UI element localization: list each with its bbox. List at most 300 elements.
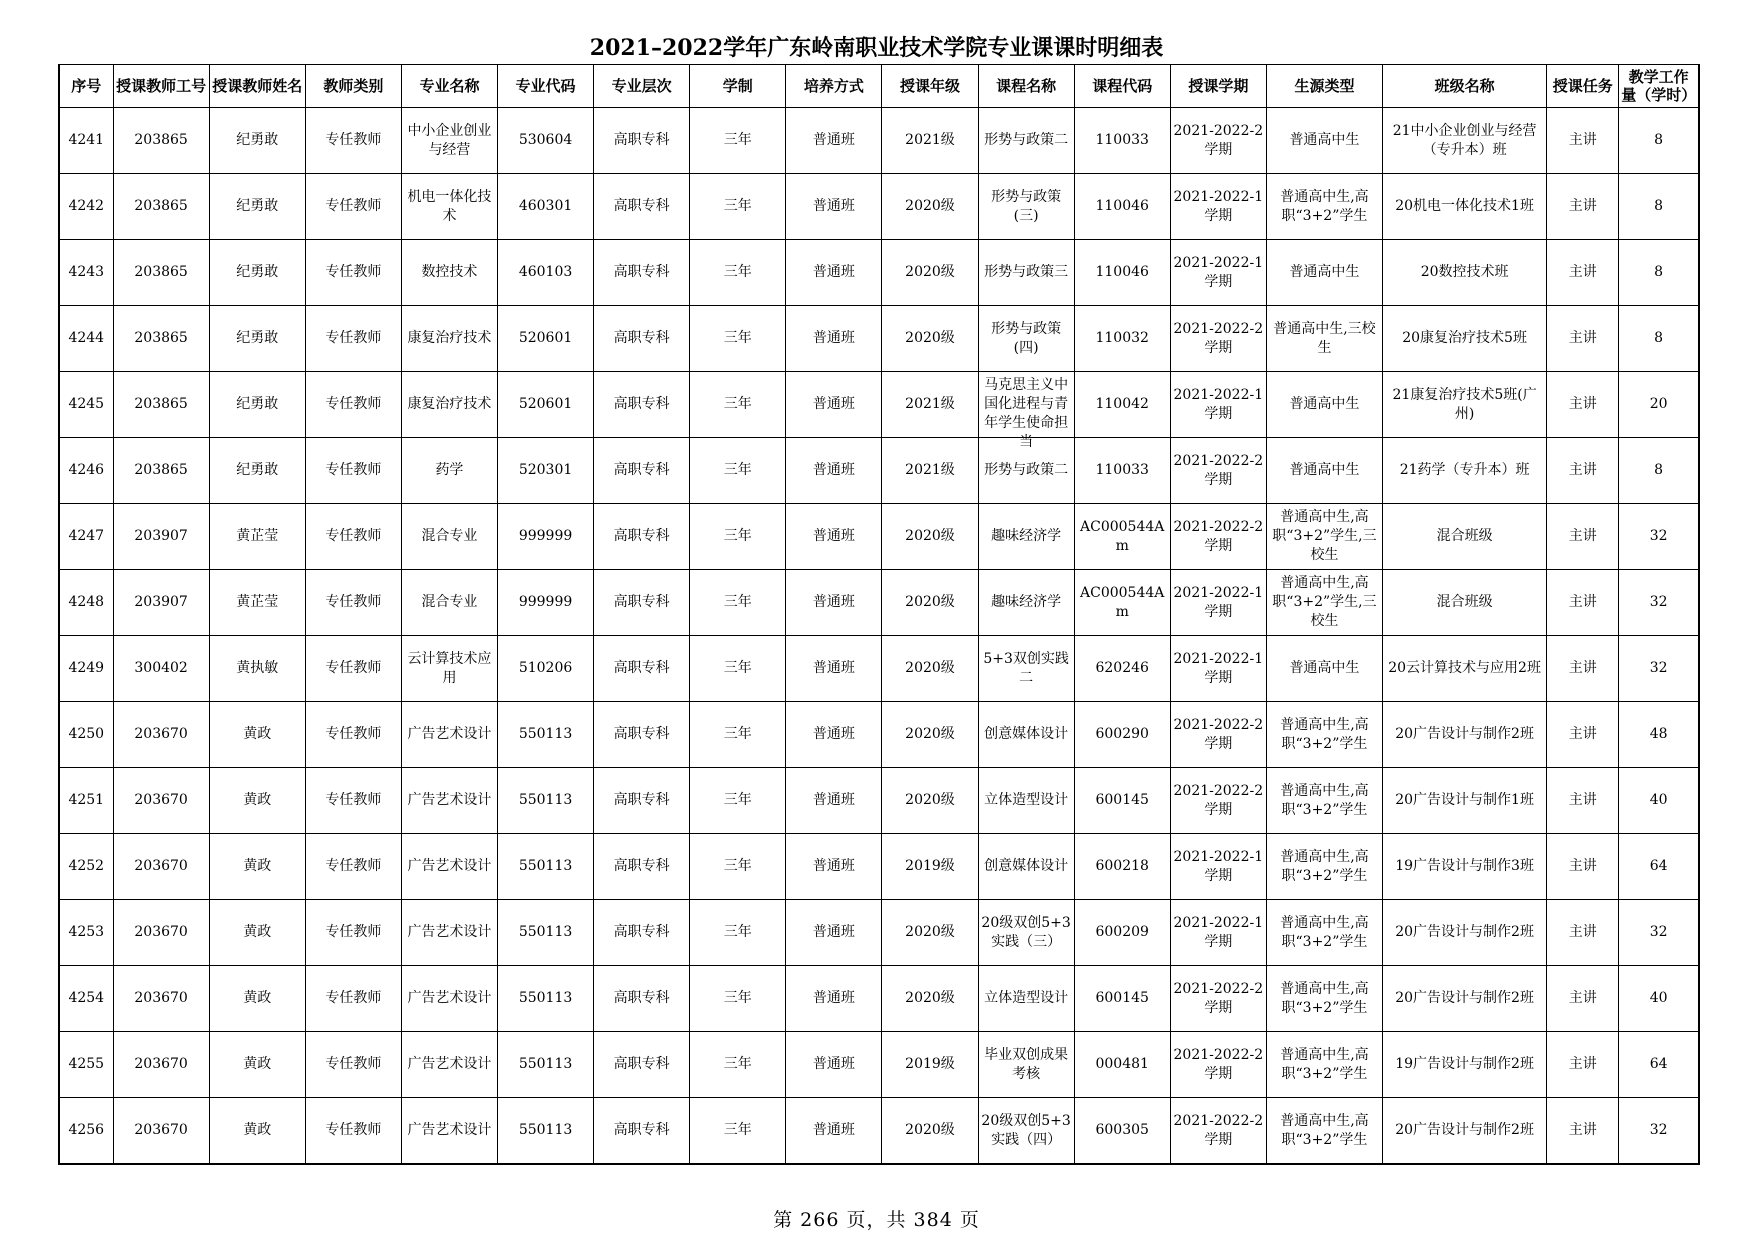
cell-text: 高职专科 <box>613 198 670 214</box>
cell-text: 趣味经济学 <box>991 528 1062 544</box>
table-cell <box>786 834 882 900</box>
table-row <box>59 1098 1699 1165</box>
cell-text: 2020级 <box>905 990 955 1006</box>
table-cell <box>209 108 305 174</box>
cell-text: 专任教师 <box>325 1122 382 1138</box>
cell-text: 999999 <box>518 528 573 544</box>
cell-text: 专任教师 <box>325 792 382 808</box>
cell-text: 40 <box>1649 792 1668 808</box>
cell-text: 普通班 <box>812 924 855 940</box>
table-cell <box>1170 240 1266 306</box>
cell-text: 广告艺术设计 <box>407 792 492 808</box>
table-cell <box>59 1032 113 1098</box>
cell-text: 203670 <box>134 726 188 742</box>
table-cell <box>1074 1098 1170 1165</box>
course-hours-table <box>58 64 1700 1165</box>
table-cell <box>690 372 786 438</box>
cell-text: 2019级 <box>905 1056 955 1072</box>
cell-text: 专任教师 <box>325 198 382 214</box>
cell-text: 药学 <box>435 462 464 478</box>
cell-text: 专任教师 <box>325 462 382 478</box>
table-cell <box>1074 636 1170 702</box>
table-cell <box>401 306 497 372</box>
table-cell <box>1266 1098 1382 1165</box>
table-cell <box>1547 570 1619 636</box>
cell-text: 550113 <box>518 1122 573 1138</box>
cell-text: 混合专业 <box>421 528 478 544</box>
table-cell <box>401 570 497 636</box>
table-cell <box>305 372 401 438</box>
table-cell <box>1170 504 1266 570</box>
column-header: 授课年级 <box>882 65 978 108</box>
table-cell <box>882 372 978 438</box>
table-cell <box>978 372 1074 450</box>
cell-text: 高职专科 <box>613 132 670 148</box>
table-cell <box>1383 702 1547 768</box>
table-cell <box>1547 438 1619 504</box>
cell-text: 主讲 <box>1568 660 1597 676</box>
cell-text: 形势与政策二 <box>984 462 1069 478</box>
cell-text: 4252 <box>68 858 105 874</box>
column-header: 序号 <box>59 65 113 108</box>
page-footer: 第 266 页，共 384 页 <box>773 1209 980 1231</box>
table-cell <box>305 108 401 174</box>
cell-text: 4243 <box>68 264 105 280</box>
table-row <box>59 900 1699 966</box>
table-cell <box>1266 966 1382 1032</box>
table-cell <box>978 570 1074 636</box>
cell-text: 2021-2022-1学期 <box>1173 188 1264 224</box>
table-cell <box>1266 108 1382 174</box>
cell-text: 普通高中生,高职“3+2”学生,三校生 <box>1272 509 1377 563</box>
table-cell <box>882 768 978 834</box>
table-cell <box>1074 438 1170 504</box>
column-header: 生源类型 <box>1266 65 1382 108</box>
cell-text: 620246 <box>1095 660 1149 676</box>
cell-text: 黄政 <box>243 990 272 1006</box>
table-cell <box>401 768 497 834</box>
cell-text: 2021-2022-2学期 <box>1173 518 1264 554</box>
cell-text: 20数控技术班 <box>1420 264 1509 280</box>
table-cell <box>305 1098 401 1165</box>
table-cell <box>1383 570 1547 636</box>
table-cell <box>1547 1032 1619 1098</box>
cell-text: 2020级 <box>905 792 955 808</box>
cell-text: 300402 <box>134 660 188 676</box>
table-cell <box>1266 1032 1382 1098</box>
table-cell <box>305 834 401 900</box>
table-cell <box>498 174 594 240</box>
cell-text: 主讲 <box>1568 132 1597 148</box>
table-cell <box>1619 768 1699 834</box>
cell-text: 110046 <box>1095 264 1149 280</box>
cell-text: 530604 <box>518 132 573 148</box>
table-cell <box>1547 900 1619 966</box>
cell-text: 主讲 <box>1568 924 1597 940</box>
table-cell <box>786 966 882 1032</box>
cell-text: 普通班 <box>812 660 855 676</box>
cell-text: 黄政 <box>243 1122 272 1138</box>
table-cell <box>978 306 1074 372</box>
cell-text: 普通班 <box>812 1122 855 1138</box>
cell-text: 主讲 <box>1568 396 1597 412</box>
cell-text: 中小企业创业与经营 <box>407 122 492 158</box>
table-cell <box>786 702 882 768</box>
table-cell <box>1383 504 1547 570</box>
cell-text: 主讲 <box>1568 462 1597 478</box>
table-cell <box>1619 240 1699 306</box>
cell-text: 高职专科 <box>613 792 670 808</box>
table-cell <box>690 570 786 636</box>
cell-text: 纪勇敢 <box>236 198 279 214</box>
cell-text: 8 <box>1654 330 1664 346</box>
column-header: 学制 <box>690 65 786 108</box>
table-cell <box>1170 702 1266 768</box>
column-header: 专业层次 <box>594 65 690 108</box>
table-cell <box>1619 834 1699 900</box>
cell-text: 21中小企业创业与经营（专升本）班 <box>1392 122 1537 158</box>
table-cell <box>690 306 786 372</box>
cell-text: 110033 <box>1095 462 1149 478</box>
table-cell <box>209 636 305 702</box>
cell-text: 4255 <box>68 1056 105 1072</box>
cell-text: 2020级 <box>905 1122 955 1138</box>
table-cell <box>113 504 209 570</box>
table-cell <box>498 1032 594 1098</box>
cell-text: 立体造型设计 <box>984 792 1069 808</box>
table-cell <box>978 174 1074 240</box>
table-cell <box>113 108 209 174</box>
table-cell <box>1619 372 1699 438</box>
table-cell <box>1547 240 1619 306</box>
table-row <box>59 570 1699 636</box>
cell-text: 4246 <box>68 462 105 478</box>
table-cell <box>1170 834 1266 900</box>
table-cell <box>401 504 497 570</box>
cell-text: 纪勇敢 <box>236 132 279 148</box>
cell-text: 2021-2022-1学期 <box>1173 386 1264 422</box>
table-cell <box>113 306 209 372</box>
cell-text: 普通高中生,高职“3+2”学生 <box>1280 716 1369 752</box>
table-cell <box>690 174 786 240</box>
cell-text: 203865 <box>134 396 188 412</box>
cell-text: 创意媒体设计 <box>984 858 1069 874</box>
cell-text: 48 <box>1649 726 1668 742</box>
cell-text: 广告艺术设计 <box>407 1122 492 1138</box>
table-cell <box>882 504 978 570</box>
cell-text: 999999 <box>518 594 573 610</box>
cell-text: 高职专科 <box>613 462 670 478</box>
table-cell <box>786 504 882 570</box>
cell-text: 550113 <box>518 924 573 940</box>
cell-text: 趣味经济学 <box>991 594 1062 610</box>
cell-text: 康复治疗技术 <box>407 330 492 346</box>
table-cell <box>113 174 209 240</box>
table-cell <box>882 702 978 768</box>
table-cell <box>1170 570 1266 636</box>
table-cell <box>498 636 594 702</box>
table-cell <box>882 108 978 174</box>
table-cell <box>401 966 497 1032</box>
table-cell <box>1170 1032 1266 1098</box>
cell-text: 三年 <box>723 660 752 676</box>
table-cell <box>1383 768 1547 834</box>
table-cell <box>209 306 305 372</box>
table-cell <box>1170 306 1266 372</box>
table-cell <box>786 306 882 372</box>
cell-text: 32 <box>1649 924 1668 940</box>
table-cell <box>209 438 305 504</box>
cell-text: 203907 <box>134 528 188 544</box>
cell-text: 21康复治疗技术5班(广州) <box>1392 386 1537 422</box>
table-cell <box>1619 438 1699 504</box>
cell-text: 形势与政策三 <box>984 264 1069 280</box>
table-cell <box>1074 504 1170 570</box>
cell-text: 广告艺术设计 <box>407 858 492 874</box>
cell-text: 4251 <box>68 792 105 808</box>
cell-text: 203907 <box>134 594 188 610</box>
table-cell <box>305 900 401 966</box>
cell-text: 黄执敏 <box>236 660 279 676</box>
table-cell <box>882 966 978 1032</box>
cell-text: 普通班 <box>812 198 855 214</box>
table-cell <box>1383 438 1547 504</box>
table-cell <box>1170 768 1266 834</box>
table-cell <box>209 702 305 768</box>
table-row <box>59 240 1699 306</box>
table-row <box>59 702 1699 768</box>
table-cell <box>1074 768 1170 834</box>
table-cell <box>1074 1032 1170 1098</box>
table-cell <box>1383 834 1547 900</box>
table-cell <box>786 768 882 834</box>
table-cell <box>59 108 113 174</box>
column-header: 专业名称 <box>401 65 497 108</box>
table-cell <box>209 240 305 306</box>
table-cell <box>209 372 305 438</box>
table-cell <box>113 702 209 768</box>
table-cell <box>690 834 786 900</box>
cell-text: 三年 <box>723 792 752 808</box>
cell-text: 20 <box>1649 396 1668 412</box>
table-cell <box>1383 900 1547 966</box>
table-cell <box>113 1098 209 1165</box>
cell-text: 2021-2022-2学期 <box>1173 452 1264 488</box>
column-header: 授课学期 <box>1170 65 1266 108</box>
cell-text: 高职专科 <box>613 264 670 280</box>
cell-text: 4250 <box>68 726 105 742</box>
table-cell <box>690 108 786 174</box>
cell-text: 8 <box>1654 462 1664 478</box>
table-cell <box>690 966 786 1032</box>
cell-text: 64 <box>1649 1056 1668 1072</box>
table-cell <box>882 240 978 306</box>
cell-text: 普通班 <box>812 264 855 280</box>
cell-text: 主讲 <box>1568 528 1597 544</box>
table-cell <box>498 966 594 1032</box>
table-cell <box>594 900 690 966</box>
cell-text: 三年 <box>723 1056 752 1072</box>
table-cell <box>305 504 401 570</box>
table-cell <box>305 174 401 240</box>
table-cell <box>209 504 305 570</box>
table-cell <box>594 240 690 306</box>
cell-text: 三年 <box>723 1122 752 1138</box>
cell-text: 主讲 <box>1568 792 1597 808</box>
cell-text: 2020级 <box>905 264 955 280</box>
table-cell <box>1383 1098 1547 1165</box>
cell-text: 510206 <box>518 660 573 676</box>
table-row <box>59 1032 1699 1098</box>
cell-text: 主讲 <box>1568 330 1597 346</box>
cell-text: 主讲 <box>1568 1056 1597 1072</box>
cell-text: 2021-2022-2学期 <box>1173 122 1264 158</box>
table-cell <box>305 636 401 702</box>
cell-text: 三年 <box>723 132 752 148</box>
table-cell <box>978 1098 1074 1165</box>
table-cell <box>1074 702 1170 768</box>
table-cell <box>498 240 594 306</box>
cell-text: 高职专科 <box>613 990 670 1006</box>
cell-text: 550113 <box>518 990 573 1006</box>
cell-text: 600305 <box>1095 1122 1149 1138</box>
table-row <box>59 108 1699 174</box>
cell-text: 专任教师 <box>325 594 382 610</box>
cell-text: 4249 <box>68 660 105 676</box>
cell-text: 纪勇敢 <box>236 462 279 478</box>
table-cell <box>594 1032 690 1098</box>
table-cell <box>786 372 882 438</box>
cell-text: 520601 <box>518 330 573 346</box>
table-cell <box>1619 174 1699 240</box>
table-cell <box>882 306 978 372</box>
table-cell <box>882 636 978 702</box>
table-cell <box>1547 702 1619 768</box>
table-row <box>59 174 1699 240</box>
table-cell <box>401 834 497 900</box>
cell-text: 专任教师 <box>325 924 382 940</box>
cell-text: 4256 <box>68 1122 105 1138</box>
table-cell <box>401 900 497 966</box>
table-cell <box>786 1098 882 1165</box>
cell-text: 32 <box>1649 1122 1668 1138</box>
column-header: 授课教师工号 <box>113 65 209 108</box>
table-cell <box>1074 372 1170 438</box>
table-cell <box>498 504 594 570</box>
cell-text: 普通高中生 <box>1289 462 1360 478</box>
cell-text: 32 <box>1649 594 1668 610</box>
cell-text: 普通高中生 <box>1289 132 1360 148</box>
table-cell <box>594 306 690 372</box>
table-cell <box>690 702 786 768</box>
cell-text: 2021-2022-1学期 <box>1173 914 1264 950</box>
table-cell <box>786 108 882 174</box>
cell-text: 三年 <box>723 528 752 544</box>
cell-text: 2021-2022-2学期 <box>1173 782 1264 818</box>
table-cell <box>1383 1032 1547 1098</box>
table-cell <box>1383 240 1547 306</box>
cell-text: 专任教师 <box>325 858 382 874</box>
table-cell <box>882 174 978 240</box>
cell-text: 110032 <box>1095 330 1149 346</box>
table-cell <box>113 768 209 834</box>
cell-text: 广告艺术设计 <box>407 726 492 742</box>
table-cell <box>786 438 882 504</box>
table-cell <box>1383 966 1547 1032</box>
table-cell <box>59 966 113 1032</box>
table-cell <box>401 1098 497 1165</box>
table-cell <box>59 240 113 306</box>
cell-text: 专任教师 <box>325 330 382 346</box>
table-cell <box>786 570 882 636</box>
table-cell <box>978 1032 1074 1098</box>
cell-text: 专任教师 <box>325 132 382 148</box>
cell-text: 高职专科 <box>613 726 670 742</box>
cell-text: 创意媒体设计 <box>984 726 1069 742</box>
table-cell <box>594 372 690 438</box>
cell-text: 专任教师 <box>325 396 382 412</box>
column-header: 授课教师姓名 <box>209 65 305 108</box>
table-cell <box>1170 900 1266 966</box>
cell-text: 普通高中生 <box>1289 396 1360 412</box>
cell-text: 110046 <box>1095 198 1149 214</box>
table-cell <box>401 174 497 240</box>
cell-text: 2021级 <box>905 396 955 412</box>
table-cell <box>1619 504 1699 570</box>
cell-text: 20广告设计与制作2班 <box>1395 1122 1534 1138</box>
cell-text: 110042 <box>1095 396 1149 412</box>
table-cell <box>1266 702 1382 768</box>
cell-text: 64 <box>1649 858 1668 874</box>
cell-text: 2020级 <box>905 198 955 214</box>
cell-text: 460103 <box>518 264 573 280</box>
cell-text: 三年 <box>723 726 752 742</box>
table-row <box>59 636 1699 702</box>
cell-text: 纪勇敢 <box>236 264 279 280</box>
cell-text: 550113 <box>518 792 573 808</box>
cell-text: 云计算技术应用 <box>407 650 492 686</box>
table-cell <box>1619 900 1699 966</box>
cell-text: 20广告设计与制作1班 <box>1395 792 1534 808</box>
cell-text: 黄政 <box>243 726 272 742</box>
cell-text: 600209 <box>1095 924 1149 940</box>
cell-text: 三年 <box>723 330 752 346</box>
cell-text: 普通班 <box>812 594 855 610</box>
table-cell <box>1266 768 1382 834</box>
cell-text: 黄芷莹 <box>236 528 279 544</box>
cell-text: 普通高中生 <box>1289 660 1360 676</box>
table-cell <box>305 966 401 1032</box>
cell-text: 普通高中生,三校生 <box>1273 320 1376 356</box>
cell-text: 2021-2022-2学期 <box>1173 716 1264 752</box>
table-cell <box>1266 306 1382 372</box>
table-cell <box>1266 438 1382 504</box>
cell-text: 数控技术 <box>421 264 478 280</box>
cell-text: 2020级 <box>905 660 955 676</box>
cell-text: 20级双创5+3实践（四） <box>981 1112 1071 1148</box>
table-cell <box>305 438 401 504</box>
table-cell <box>1266 174 1382 240</box>
table-cell <box>1619 702 1699 768</box>
cell-text: 普通高中生,高职“3+2”学生 <box>1280 980 1369 1016</box>
table-cell <box>594 636 690 702</box>
column-header: 培养方式 <box>786 65 882 108</box>
table-cell <box>113 372 209 438</box>
cell-text: 主讲 <box>1568 198 1597 214</box>
table-row <box>59 504 1699 570</box>
cell-text: 三年 <box>723 462 752 478</box>
cell-text: 高职专科 <box>613 858 670 874</box>
